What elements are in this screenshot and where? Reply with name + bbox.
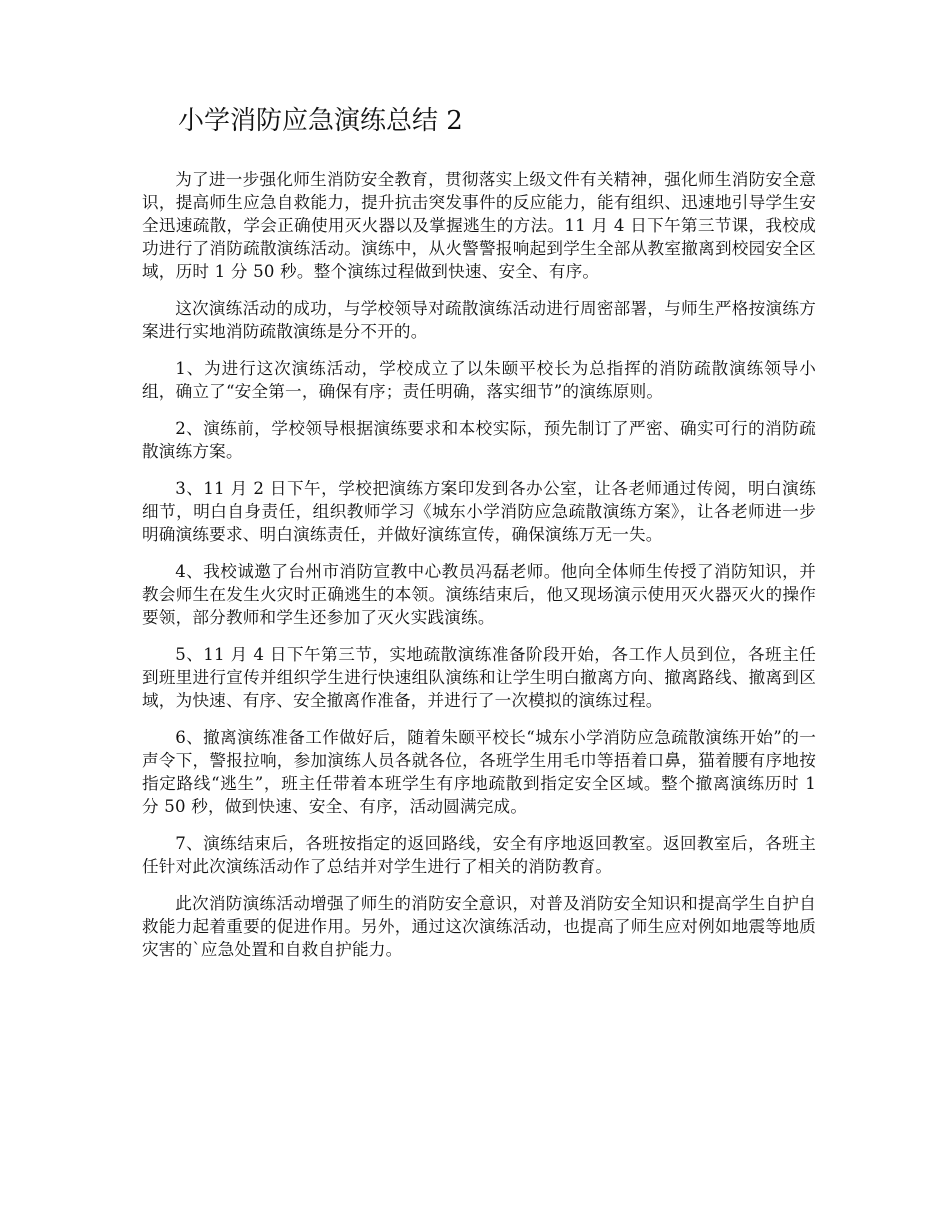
paragraph-intro: 为了进一步强化师生消防安全教育，贯彻落实上级文件有关精神，强化师生消防安全意识，提高师生应急自救能力，提升抗击突发事件的反应能力，能有组织、迅速地引导学生安全迅速疏散，学会正确使用灭火器以及掌握逃生的方法。11 月 4 日下午第三节课，我校成功进行了消防疏散演练活动。演练中，从火警警报响起到学生全部从教室撤离到校园安全区域，历时 1 分 50 秒。整个演练过程做到快速、安全、有序。 [142,170,816,281]
paragraph-conclusion: 此次消防演练活动增强了师生的消防安全意识，对普及消防安全知识和提高学生自护自救能力起着重要的促进作用。另外，通过这次演练活动，也提高了师生应对例如地震等地质灾害的`应急处置和自救自护能力。 [142,894,816,959]
document-body [142,168,816,975]
document-title: 小学消防应急演练总结 2 [178,106,463,136]
paragraph-item-5: 5、11 月 4 日下午第三节，实地疏散演练准备阶段开始，各工作人员到位，各班主任到班里进行宣传并组织学生进行快速组队演练和让学生明白撤离方向、撤离路线、撤离到区域，为快速、有序、安全撤离作准备，并进行了一次模拟的演练过程。 [142,645,816,710]
paragraph-item-1: 1、为进行这次演练活动，学校成立了以朱颐平校长为总指挥的消防疏散演练领导小组，确立了“安全第一，确保有序；责任明确，落实细节”的演练原则。 [142,359,816,401]
paragraph-item-3: 3、11 月 2 日下午，学校把演练方案印发到各办公室，让各老师通过传阅，明白演练细节，明白自身责任，组织教师学习《城东小学消防应急疏散演练方案》，让各老师进一步明确演练要求、明白演练责任，并做好演练宣传，确保演练万无一失。 [142,479,816,544]
paragraph-success: 这次演练活动的成功，与学校领导对疏散演练活动进行周密部署，与师生严格按演练方案进行实地消防疏散演练是分不开的。 [142,299,816,341]
paragraph-item-7: 7、演练结束后，各班按指定的返回路线，安全有序地返回教室。返回教室后，各班主任针对此次演练活动作了总结并对学生进行了相关的消防教育。 [142,834,816,876]
paragraph-item-6: 6、撤离演练准备工作做好后，随着朱颐平校长“城东小学消防应急疏散演练开始”的一声令下，警报拉响，参加演练人员各就各位，各班学生用毛巾等捂着口鼻，猫着腰有序地按指定路线“逃生”，班主任带着本班学生有序地疏散到指定安全区域。整个撤离演练历时 1 分 50 秒，做到快速、安全、有序，活动圆满完成。 [142,728,816,816]
paragraph-item-2: 2、演练前，学校领导根据演练要求和本校实际，预先制订了严密、确实可行的消防疏散演练方案。 [142,419,816,461]
paragraph-item-4: 4、我校诚邀了台州市消防宣教中心教员冯磊老师。他向全体师生传授了消防知识，并教会师生在发生火灾时正确逃生的本领。演练结束后，他又现场演示使用灭火器灭火的操作要领，部分教师和学生还参加了灭火实践演练。 [142,562,816,627]
